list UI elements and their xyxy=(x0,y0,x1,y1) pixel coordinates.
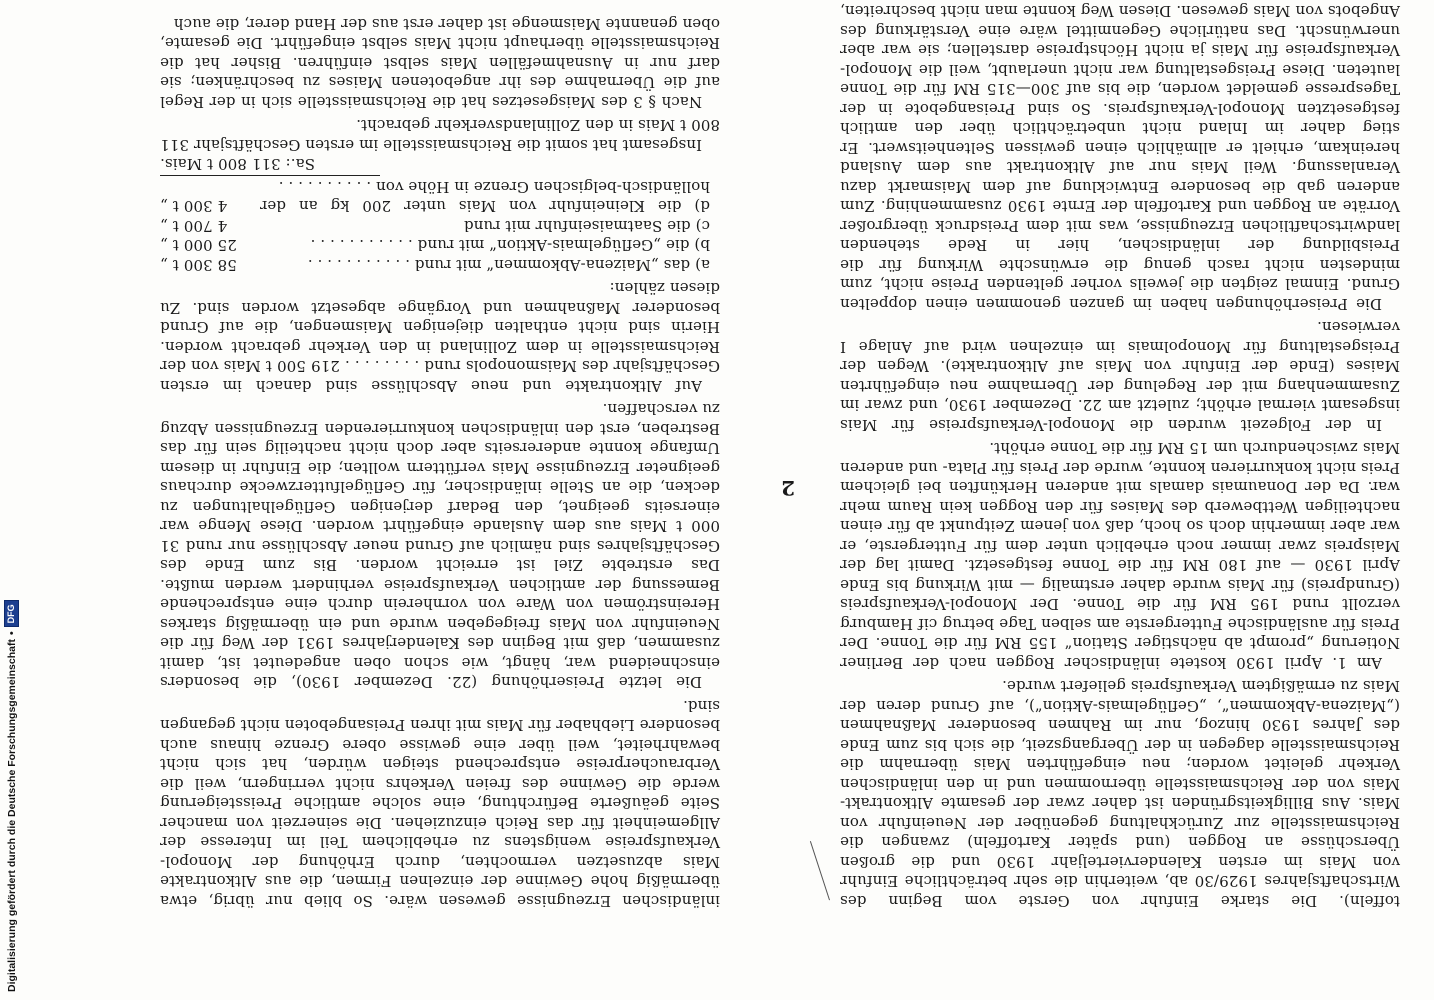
list-item-label: a) das „Maizena-Abkommen“ mit rund . . . . . . . . . . . xyxy=(307,256,710,274)
paragraph: inländischen Erzeugnisse gewesen wäre. So blieb nur übrig, etwa übermäßig hohe Gewinne der einzelnen Firmen, die aus Altkontrakte Mais abzusetzen vermochten, durch Erhöhung der Monopol-Verkaufspreise wenigstens zu erheblichem Teil im Interesse der Allgemeinheit für das Reich einzuziehen. Die seinerzeit von mancher Seite geäußerte Befürchtung, eine solche amtliche Preissteigerung werde die Gewinne des freien Verkehrs nicht verringern, weil die Verbraucherpreise entsprechend steigen würden, hat sich nicht bewahrheitet, weil über eine gewisse obere Grenze hinaus auch besondere Liebhaber für Mais mit ihren Preisangeboten nicht gegangen sind. xyxy=(160,697,720,910)
list-item-label: d) die Kleineinfuhr von Mais unter 200 kg an der holländisch-belgischen Grenze in Höhe von . . . . . . . . . . xyxy=(260,178,710,216)
paragraph: Insgesamt hat somit die Reichsmaisstelle im ersten Geschäftsjahr 311 800 t Mais in den Zollinlandsverkehr gebracht. xyxy=(160,116,720,154)
list-item xyxy=(160,255,720,275)
left-text-column xyxy=(840,0,1400,910)
digitization-footer: Digitalisierung gefördert durch die Deutsche Forschungsgemeinschaft • DFG xyxy=(0,0,24,1000)
list-item-value: 25 000 t „ xyxy=(160,236,237,255)
list-item-value: 58 300 t „ xyxy=(160,256,237,274)
paragraph: Auf Altkontrakte und neue Abschlüsse sind danach im ersten Geschäftsjahr des Maismonopols rund . . . . . . . . 219 500 t Mais von der Reichsmaisstelle in dem Zollinland in den Verkehr gebracht worden. Hierin sind nicht enthalten diejenigen Maismengen, die auf Grund besonderer Maßnahmen und Vorgänge abgesetzt worden sind. Zu diesen zählen: xyxy=(160,279,720,395)
pencil-mark xyxy=(810,841,830,900)
list-item-value: 4 300 t „ xyxy=(160,197,228,216)
rotated-document-sheet xyxy=(140,0,1420,960)
paragraph: Nach § 3 des Maisgesetzes hat die Reichsmaisstelle sich in der Regel auf die Übernahme des ihr angebotenen Maises zu beschränken; sie darf nur in Ausnahmefällen Mais selbst einführen. Bisher hat die Reichsmaisstelle überhaupt nicht Mais selbst eingeführt. Die gesamte, oben genannte Maismenge ist daher erst aus der Hand derer, die auch xyxy=(160,15,720,111)
paragraph: Die Preiserhöhungen haben im ganzen genommen einen doppelten Grund. Einmal zeigten die jeweils vorher geltenden Preise nicht, zum mindesten nicht rasch genug die erwünschte Wirkung für die Preisbildung der inländischen, hier in Rede stehenden landwirtschaftlichen Erzeugnisse, was mit dem Preisdruck übergroßer Vorräte an Roggen und Kartoffeln der Ernte 1930 zusammenhing. Zum anderen gab die besondere Entwicklung auf dem Maismarkt dazu Veranlassung. Weil Mais nur auf Altkontrakt aus dem Ausland hereinkam, erhielt er allmählich einen gewissen Seltenheitswert. Er stieg daher im Inland nicht unbeträchtlich über den amtlich festgesetzten Monopol-Verkaufspreis. So sind Preisangebote in der Tagespresse gemeldet worden, die bis auf 300—315 RM für die Tonne lauteten. Diese Preisgestaltung war nicht unerlaubt, weil die Monopol-Verkaufspreise für Mais ja nicht Höchstpreise darstellen; sie war aber unerwünscht. Das natürliche Gegenmittel wäre eine Verstärkung des Angebots von Mais gewesen. Diesen Weg konnte man nicht beschreiten, xyxy=(840,2,1400,313)
paragraph: toffeln). Die starke Einfuhr von Gerste vom Beginn des Wirtschaftsjahres 1929/30 ab, weiterhin die sehr beträchtliche Einfuhr von Mais im ersten Kalendervierteljahr 1930 und die großen Überschüsse an Roggen (und später Kartoffeln) zwangen die Reichsmaisstelle zur Zurückhaltung gegenüber der Neueinfuhr von Mais. Aus Billigkeitsgründen ist daher zwar der gesamte Altkontrakt-Mais von der Reichsmaisstelle übernommen und in den inländischen Verkehr geleitet worden; neu eingeführten Mais übernahm die Reichsmaisstelle dagegen in der Übergangszeit, die sich bis zum Ende des Jahres 1930 hinzog, nur im Rahmen besonderer Maßnahmen („Maizena-Abkommen“, „Geflügelmais-Aktion“), auf Grund deren der Mais zu ermäßigtem Verkaufspreis geliefert wurde. xyxy=(840,677,1400,910)
list-item xyxy=(160,235,720,255)
list-item xyxy=(160,177,720,216)
paragraph: Am 1. April 1930 kostete inländischer Roggen nach der Berliner Notierung „prompt ab nächstiger Station“ 155 RM für die Tonne. Der Preis für ausländische Futtergerste am selben Tage betrug cif Hamburg verzollt rund 195 RM für die Tonne. Der Monopol-Verkaufspreis (Grundpreis) für Mais wurde daher erstmalig — mit Wirkung bis Ende April 1930 — auf 180 RM für die Tonne festgesetzt. Damit lag der Maispreis zwar immer noch erheblich unter dem für Futtergerste, er war aber immerhin doch so hoch, daß von jenem Zeitpunkt ab für einen nachteiligen Wettbewerb des Maises für den Roggen kein Raum mehr war. Da der Donaumais damals mit anderen Herkünften bei gleichem Preis nicht konkurrieren konnte, wurde der Preis für Plata- und anderen Mais zwischendurch um 15 RM für die Tonne erhöht. xyxy=(840,439,1400,672)
paragraph: In der Folgezeit wurden die Monopol-Verkaufspreise für Mais insgesamt viermal erhöht; zuletzt am 22. Dezember 1930, und zwar im Zusammenhang mit der Regelung der Übernahme neu eingeführten Maises (Ende der Einfuhr von Mais auf Altkontrakte). Wegen der Preisgestaltung für Monopolmais im einzelnen wird auf Anlage I verwiesen. xyxy=(840,318,1400,434)
paragraph: Die letzte Preiserhöhung (22. Dezember 1930), die besonders einschneidend war, hängt, wie schon oben angedeutet ist, damit zusammen, daß mit Beginn des Kalenderjahres 1931 der Weg für die Neueinfuhr von Mais freigegeben wurde und ein übermäßig starkes Hereinströmen von Ware von vornherein durch eine entsprechende Bemessung der amtlichen Verkaufspreise verhindert werden mußte. Das erstrebte Ziel ist erreicht worden. Bis zum Ende des Geschäftsjahres sind nämlich auf Grund neuer Abschlüsse nur rund 31 000 t Mais aus dem Auslande eingeführt worden. Diese Menge war einerseits geeignet, den Bedarf derjenigen Geflügelhaltungen zu decken, die an Stelle inländischer, für Geflügelfutterzwecke durchaus geeigneter Erzeugnisse Mais verfüttern wollten; die Einfuhr in diesem Umfange konnte andererseits aber doch nicht nachteilig sein für das Bestreben, erst den inländischen konkurrierenden Erzeugnissen Abzug zu verschaffen. xyxy=(160,400,720,692)
list-item-label: b) die „Geflügelmais-Aktion“ mit rund . . . . . . . . . . . xyxy=(310,236,710,255)
list-item-label: c) die Saatmaiseinfuhr mit rund xyxy=(463,217,710,235)
funding-credit: Digitalisierung gefördert durch die Deutsche Forschungsgemeinschaft xyxy=(5,639,18,992)
sum-total: Sa.: 311 800 t Mais. xyxy=(160,154,380,177)
right-text-column xyxy=(160,10,720,911)
list-item xyxy=(160,216,720,236)
dfg-logo: DFG xyxy=(4,600,19,627)
page-number: 2 xyxy=(781,476,795,500)
list-item-value: 4 700 t „ xyxy=(160,217,228,235)
